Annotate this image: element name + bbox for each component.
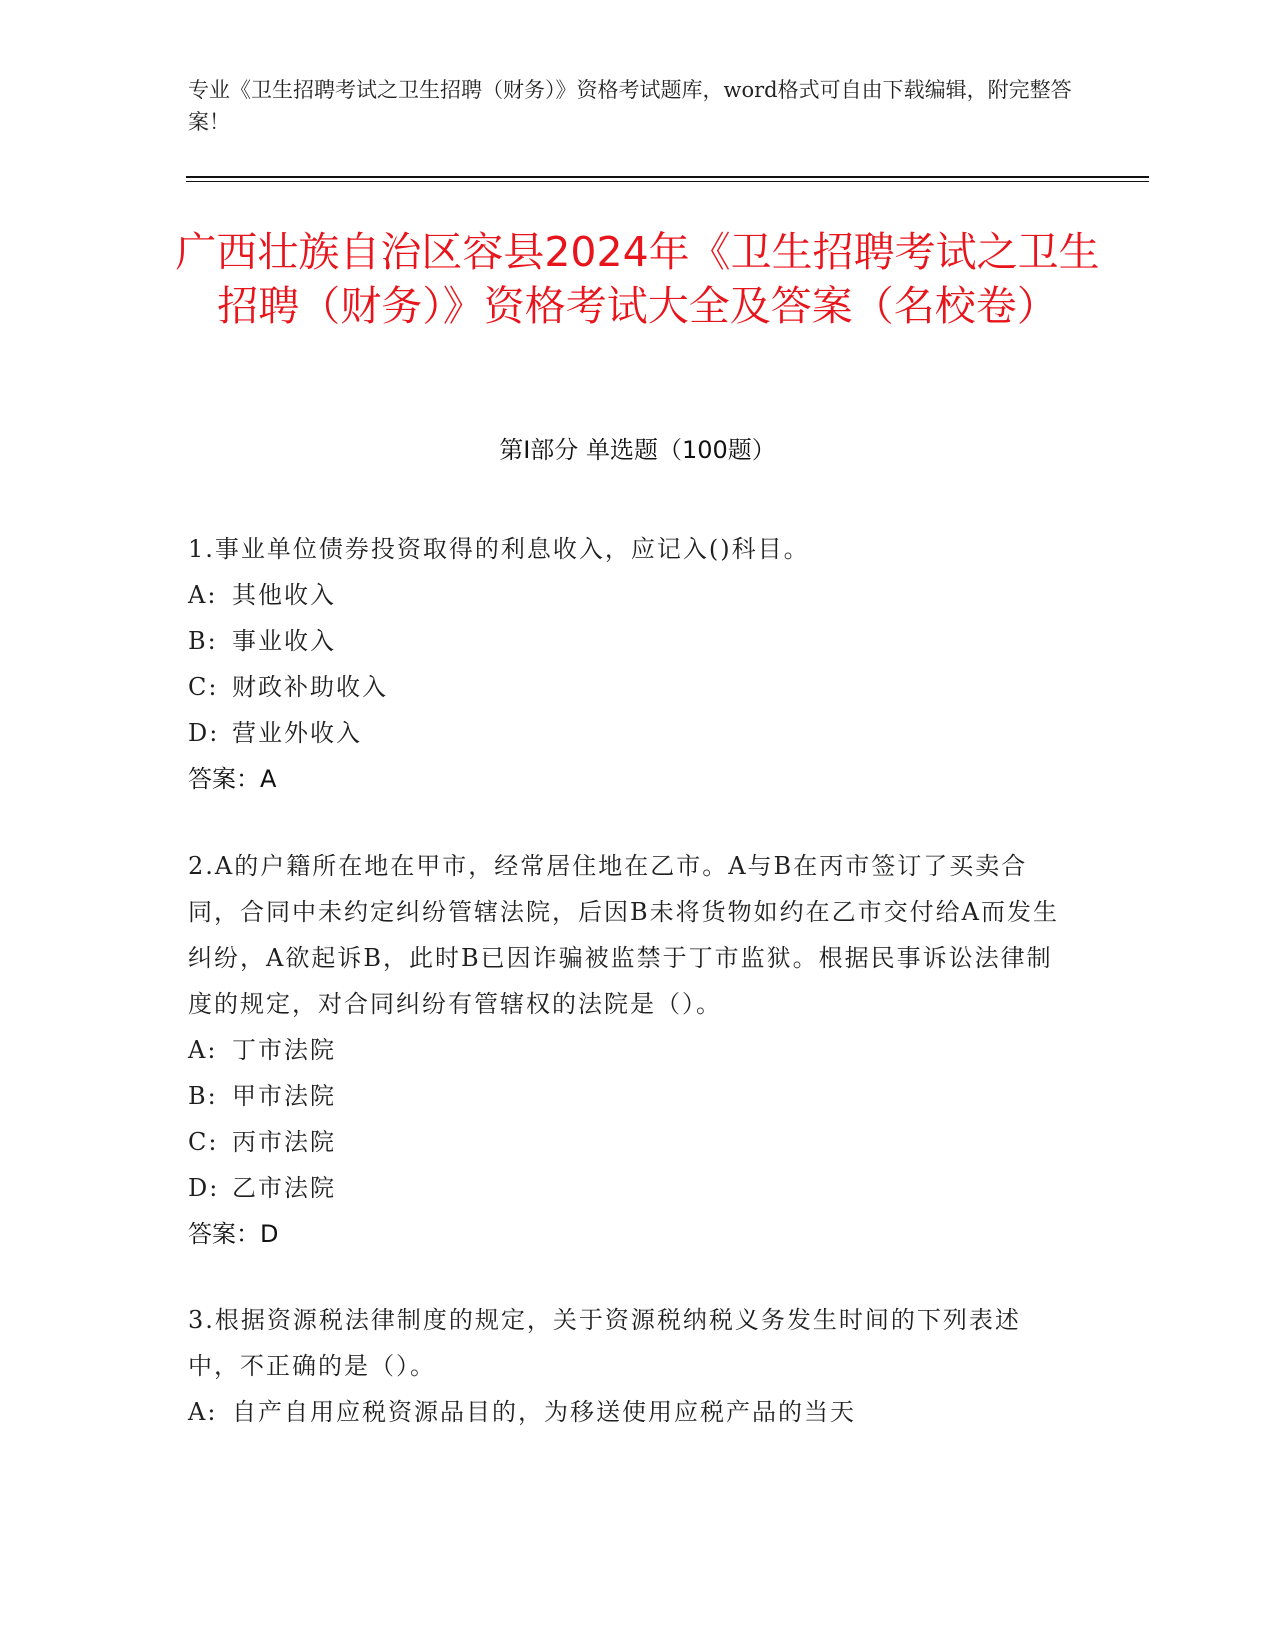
option-key: C: bbox=[188, 673, 219, 701]
section-title: 第I部分 单选题（100题） bbox=[499, 436, 776, 464]
header-note: 专业《卫生招聘考试之卫生招聘（财务）》资格考试题库，word格式可自由下载编辑，附完整答案！ bbox=[188, 78, 1072, 134]
question-1 bbox=[188, 526, 1068, 802]
option-key: A: bbox=[188, 581, 218, 609]
option-b bbox=[188, 1073, 1068, 1119]
option-c bbox=[188, 664, 1068, 710]
option-d bbox=[188, 710, 1068, 756]
question-text: 3.根据资源税法律制度的规定，关于资源税纳税义务发生时间的下列表述中，不正确的是（）。 bbox=[188, 1306, 1021, 1380]
option-text: 丙市法院 bbox=[232, 1128, 336, 1156]
option-text: 事业收入 bbox=[232, 627, 336, 655]
option-key: D: bbox=[188, 719, 220, 747]
option-key: D: bbox=[188, 1174, 220, 1202]
option-text: 营业外收入 bbox=[232, 719, 362, 747]
header-divider-thin bbox=[186, 181, 1149, 182]
option-text: 财政补助收入 bbox=[232, 673, 388, 701]
option-d bbox=[188, 1165, 1068, 1211]
header-divider-thick bbox=[186, 176, 1149, 178]
question-text: 2.A的户籍所在地在甲市，经常居住地在乙市。A与B在丙市签订了买卖合同，合同中未约定纠纷管辖法院，后因B未将货物如约在乙市交付给A而发生纠纷，A欲起诉B，此时B已因诈骗被监禁于丁市监狱。根据民事诉讼法律制度的规定，对合同纠纷有管辖权的法院是（）。 bbox=[188, 852, 1059, 1018]
option-text: 丁市法院 bbox=[232, 1036, 336, 1064]
option-text: 甲市法院 bbox=[232, 1082, 336, 1110]
option-key: A: bbox=[188, 1398, 218, 1426]
answer-line: 答案：A bbox=[188, 765, 277, 793]
option-key: A: bbox=[188, 1036, 218, 1064]
option-b bbox=[188, 618, 1068, 664]
question-3 bbox=[188, 1297, 1068, 1435]
option-text: 乙市法院 bbox=[232, 1174, 336, 1202]
question-text: 1.事业单位债券投资取得的利息收入，应记入()科目。 bbox=[188, 535, 810, 563]
option-key: B: bbox=[188, 1082, 218, 1110]
answer-line: 答案：D bbox=[188, 1220, 279, 1248]
document-title: 广西壮族自治区容县2024年《卫生招聘考试之卫生招聘（财务）》资格考试大全及答案（名校卷） bbox=[175, 228, 1100, 330]
option-text: 其他收入 bbox=[232, 581, 336, 609]
option-a bbox=[188, 1389, 1068, 1435]
option-c bbox=[188, 1119, 1068, 1165]
option-key: B: bbox=[188, 627, 218, 655]
question-2 bbox=[188, 843, 1068, 1257]
option-key: C: bbox=[188, 1128, 219, 1156]
option-text: 自产自用应税资源品目的，为移送使用应税产品的当天 bbox=[232, 1398, 856, 1426]
option-a bbox=[188, 1027, 1068, 1073]
option-a bbox=[188, 572, 1068, 618]
